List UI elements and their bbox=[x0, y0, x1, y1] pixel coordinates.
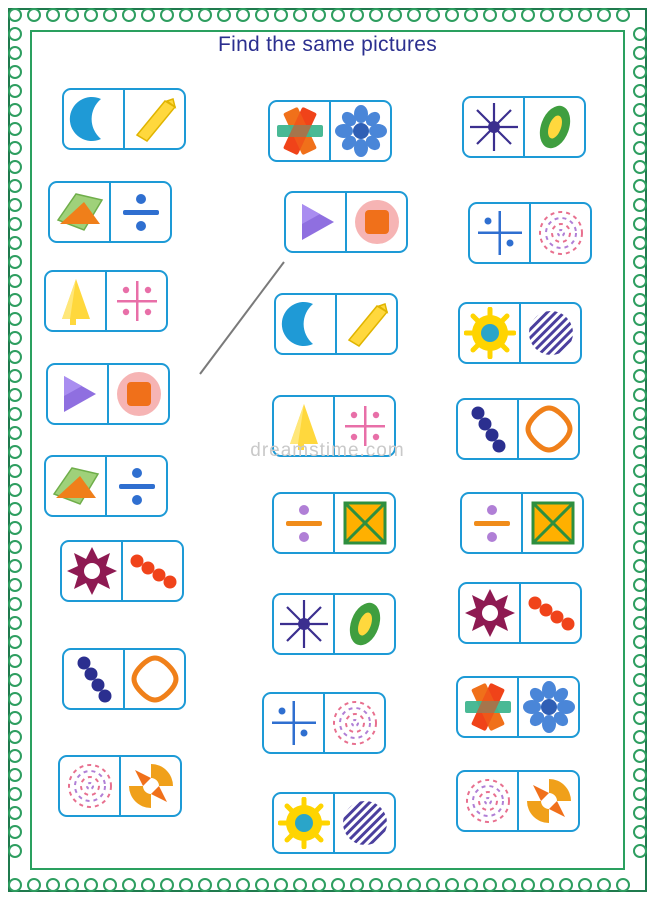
purple-arrow-icon bbox=[290, 196, 342, 248]
tile-half-right bbox=[531, 204, 590, 262]
tile-half-right bbox=[111, 183, 170, 241]
tile-half-left bbox=[46, 457, 107, 515]
purple-arrow-icon bbox=[52, 368, 104, 420]
tile-half-left bbox=[274, 494, 335, 552]
orange-pinwheel-icon bbox=[523, 775, 575, 827]
domino-tile-l3[interactable] bbox=[44, 270, 168, 332]
tile-half-right bbox=[107, 272, 166, 330]
dotted-circle-icon bbox=[64, 760, 116, 812]
tile-half-left bbox=[462, 494, 523, 552]
green-yellow-ellipse-icon bbox=[529, 101, 581, 153]
domino-tile-m8[interactable] bbox=[272, 792, 396, 854]
tile-half-right bbox=[125, 90, 184, 148]
crescent-moon-icon bbox=[280, 298, 332, 350]
domino-tile-r2[interactable] bbox=[468, 202, 592, 264]
pink-dot-cross-icon bbox=[111, 275, 163, 327]
tile-half-right bbox=[519, 400, 578, 458]
domino-tile-l1[interactable] bbox=[62, 88, 186, 150]
domino-tile-m2[interactable] bbox=[284, 191, 408, 253]
dotted-circle-icon bbox=[462, 775, 514, 827]
yellow-sunflower-icon bbox=[278, 797, 330, 849]
blue-flower-icon bbox=[335, 105, 387, 157]
tile-half-left bbox=[464, 98, 525, 156]
violet-division-sign-icon bbox=[466, 497, 518, 549]
tile-half-right bbox=[121, 757, 180, 815]
tile-half-right bbox=[331, 102, 390, 160]
domino-tile-r3[interactable] bbox=[458, 302, 582, 364]
domino-tile-r7[interactable] bbox=[456, 676, 580, 738]
domino-tile-r8[interactable] bbox=[456, 770, 580, 832]
yellow-diagonal-bar-icon bbox=[341, 298, 393, 350]
magenta-starburst-icon bbox=[66, 545, 118, 597]
striped-violet-circle-icon bbox=[525, 307, 577, 359]
domino-tile-l4[interactable] bbox=[46, 363, 170, 425]
domino-tile-l2[interactable] bbox=[48, 181, 172, 243]
blue-division-sign-icon bbox=[111, 460, 163, 512]
yellow-tree-icon bbox=[278, 400, 330, 452]
page-title: Find the same pictures bbox=[217, 33, 438, 56]
tile-half-right bbox=[335, 397, 394, 455]
tile-half-right bbox=[123, 542, 182, 600]
tile-half-left bbox=[50, 183, 111, 241]
striped-violet-circle-icon bbox=[339, 797, 391, 849]
domino-tile-m1[interactable] bbox=[268, 100, 392, 162]
tile-half-right bbox=[521, 584, 580, 642]
tile-half-left bbox=[286, 193, 347, 251]
domino-tile-m6[interactable] bbox=[272, 593, 396, 655]
tile-half-left bbox=[460, 584, 521, 642]
tile-half-right bbox=[523, 494, 582, 552]
purple-asterisk-icon bbox=[278, 598, 330, 650]
tile-half-right bbox=[107, 457, 166, 515]
orange-rounded-diamond-icon bbox=[523, 403, 575, 455]
orange-cross-icon bbox=[274, 105, 326, 157]
domino-tile-r5[interactable] bbox=[460, 492, 584, 554]
tile-half-right bbox=[325, 694, 384, 752]
blue-division-sign-icon bbox=[115, 186, 167, 238]
orange-dot-chain-icon bbox=[525, 587, 577, 639]
domino-tile-l7[interactable] bbox=[62, 648, 186, 710]
tile-half-right bbox=[335, 595, 394, 653]
tile-half-left bbox=[64, 90, 125, 148]
blue-dot-chain-icon bbox=[462, 403, 514, 455]
purple-asterisk-icon bbox=[468, 101, 520, 153]
tile-half-left bbox=[460, 304, 521, 362]
tile-half-left bbox=[470, 204, 531, 262]
watermark-text: dreamstime.com bbox=[250, 440, 405, 461]
tile-half-left bbox=[274, 595, 335, 653]
magenta-starburst-icon bbox=[464, 587, 516, 639]
blue-dot-chain-icon bbox=[68, 653, 120, 705]
dotted-circle-icon bbox=[535, 207, 587, 259]
orange-square-in-circle-icon bbox=[113, 368, 165, 420]
green-crossed-square-icon bbox=[339, 497, 391, 549]
tile-half-left bbox=[264, 694, 325, 752]
yellow-diagonal-bar-icon bbox=[129, 93, 181, 145]
tile-half-left bbox=[458, 400, 519, 458]
domino-tile-l8[interactable] bbox=[58, 755, 182, 817]
orange-dot-chain-icon bbox=[127, 545, 179, 597]
tile-half-right bbox=[347, 193, 406, 251]
orange-rounded-diamond-icon bbox=[129, 653, 181, 705]
tile-half-right bbox=[109, 365, 168, 423]
yellow-tree-icon bbox=[50, 275, 102, 327]
tile-half-right bbox=[335, 794, 394, 852]
blue-dot-cross-icon bbox=[474, 207, 526, 259]
tile-half-left bbox=[274, 794, 335, 852]
dotted-circle-icon bbox=[329, 697, 381, 749]
tile-half-left bbox=[64, 650, 125, 708]
domino-tile-m4[interactable] bbox=[272, 395, 396, 457]
yellow-sunflower-icon bbox=[464, 307, 516, 359]
tile-half-left bbox=[48, 365, 109, 423]
domino-tile-r4[interactable] bbox=[456, 398, 580, 460]
orange-square-in-circle-icon bbox=[351, 196, 403, 248]
green-crossed-square-icon bbox=[527, 497, 579, 549]
tile-half-left bbox=[60, 757, 121, 815]
green-orange-triangles-icon bbox=[54, 186, 106, 238]
blue-flower-icon bbox=[523, 681, 575, 733]
tile-half-left bbox=[276, 295, 337, 353]
tile-half-right bbox=[519, 772, 578, 830]
tile-half-left bbox=[62, 542, 123, 600]
domino-tile-r6[interactable] bbox=[458, 582, 582, 644]
orange-cross-icon bbox=[462, 681, 514, 733]
domino-tile-m3[interactable] bbox=[274, 293, 398, 355]
tile-half-left bbox=[46, 272, 107, 330]
domino-tile-m7[interactable] bbox=[262, 692, 386, 754]
tile-half-right bbox=[525, 98, 584, 156]
tile-half-right bbox=[125, 650, 184, 708]
domino-tile-r1[interactable] bbox=[462, 96, 586, 158]
tile-half-right bbox=[335, 494, 394, 552]
domino-tile-l5[interactable] bbox=[44, 455, 168, 517]
crescent-moon-icon bbox=[68, 93, 120, 145]
tile-half-right bbox=[521, 304, 580, 362]
green-orange-triangles-icon bbox=[50, 460, 102, 512]
domino-tile-m5[interactable] bbox=[272, 492, 396, 554]
orange-pinwheel-icon bbox=[125, 760, 177, 812]
tile-half-right bbox=[337, 295, 396, 353]
pink-dot-cross-icon bbox=[339, 400, 391, 452]
domino-tile-l6[interactable] bbox=[60, 540, 184, 602]
green-yellow-ellipse-icon bbox=[339, 598, 391, 650]
tile-half-left bbox=[274, 397, 335, 455]
tile-half-left bbox=[458, 678, 519, 736]
blue-dot-cross-icon bbox=[268, 697, 320, 749]
tile-half-left bbox=[270, 102, 331, 160]
tile-half-left bbox=[458, 772, 519, 830]
tile-half-right bbox=[519, 678, 578, 736]
violet-division-sign-icon bbox=[278, 497, 330, 549]
